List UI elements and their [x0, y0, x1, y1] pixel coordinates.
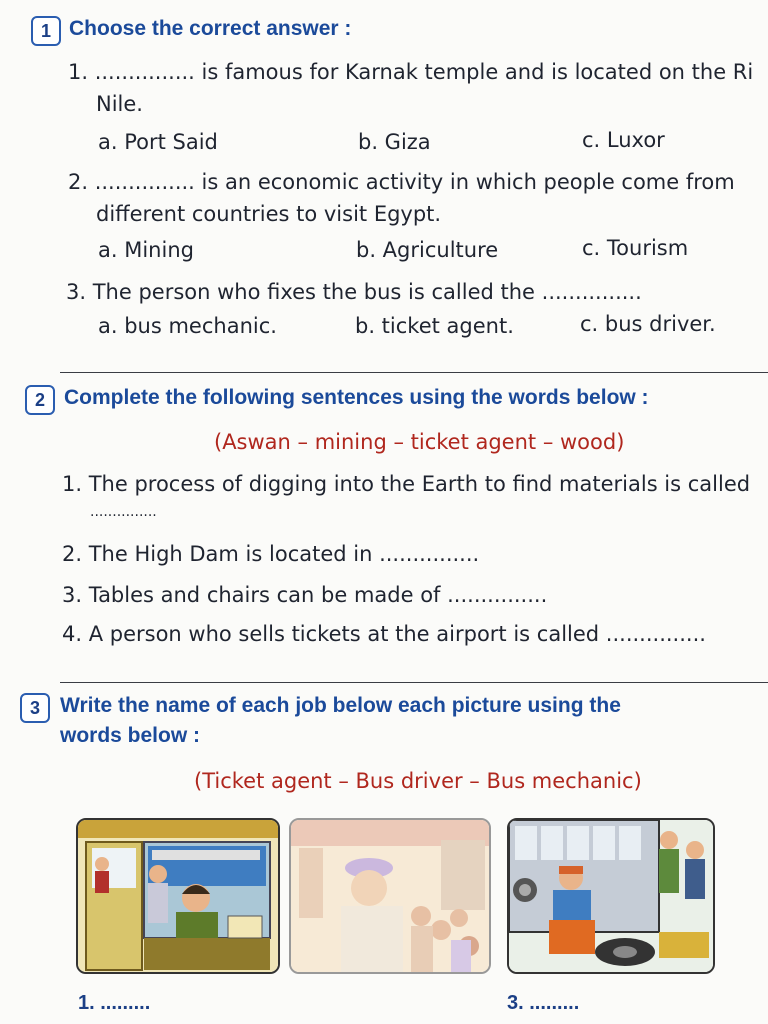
q1-text-cont: Nile. [96, 92, 143, 116]
q2-text-cont: different countries to visit Egypt. [96, 202, 442, 226]
section-divider [60, 372, 768, 373]
q1-option-c[interactable]: c. Luxor [582, 128, 665, 152]
section-3-number: 3 [20, 693, 50, 723]
bus-mechanic-picture [507, 818, 715, 974]
q2-text: 2. ............... is an economic activity in which people come from [68, 170, 735, 194]
s4-text: 4. A person who sells tickets at the airport is called ............... [62, 622, 706, 646]
section-1-title: Choose the correct answer : [69, 17, 352, 40]
q2-option-c[interactable]: c. Tourism [582, 236, 689, 260]
q3-option-c[interactable]: c. bus driver. [580, 312, 716, 336]
q3-option-a[interactable]: a. bus mechanic. [98, 314, 277, 338]
section-divider [60, 682, 768, 683]
ticket-agent-picture [76, 818, 280, 974]
bus-driver-picture [289, 818, 491, 974]
answer-1-blank[interactable]: 1. ......... [78, 992, 151, 1014]
q1-option-b[interactable]: b. Giza [358, 130, 431, 154]
s1-blank[interactable]: ............... [90, 504, 157, 520]
s2-text: 2. The High Dam is located in ............... [62, 542, 480, 566]
q2-option-a[interactable]: a. Mining [98, 238, 194, 262]
section-2-number: 2 [25, 385, 55, 415]
s1-text: 1. The process of digging into the Earth to find materials is called [62, 472, 751, 496]
section-3-title-cont: words below : [60, 724, 201, 747]
q1-option-a[interactable]: a. Port Said [98, 130, 218, 154]
section-3-word-bank: (Ticket agent – Bus driver – Bus mechanic) [194, 769, 642, 793]
answer-3-blank[interactable]: 3. ......... [507, 992, 580, 1014]
section-2-word-bank: (Aswan – mining – ticket agent – wood) [214, 430, 625, 454]
q1-text: 1. ............... is famous for Karnak temple and is located on the Ri [68, 60, 754, 84]
q3-text: 3. The person who fixes the bus is called the ............... [66, 280, 642, 304]
section-3-title: Write the name of each job below each picture using the [60, 694, 621, 717]
q2-option-b[interactable]: b. Agriculture [356, 238, 499, 262]
q3-option-b[interactable]: b. ticket agent. [355, 314, 514, 338]
s3-text: 3. Tables and chairs can be made of ............... [62, 583, 548, 607]
section-2-title: Complete the following sentences using the words below : [64, 386, 649, 409]
section-1-number: 1 [31, 16, 61, 46]
